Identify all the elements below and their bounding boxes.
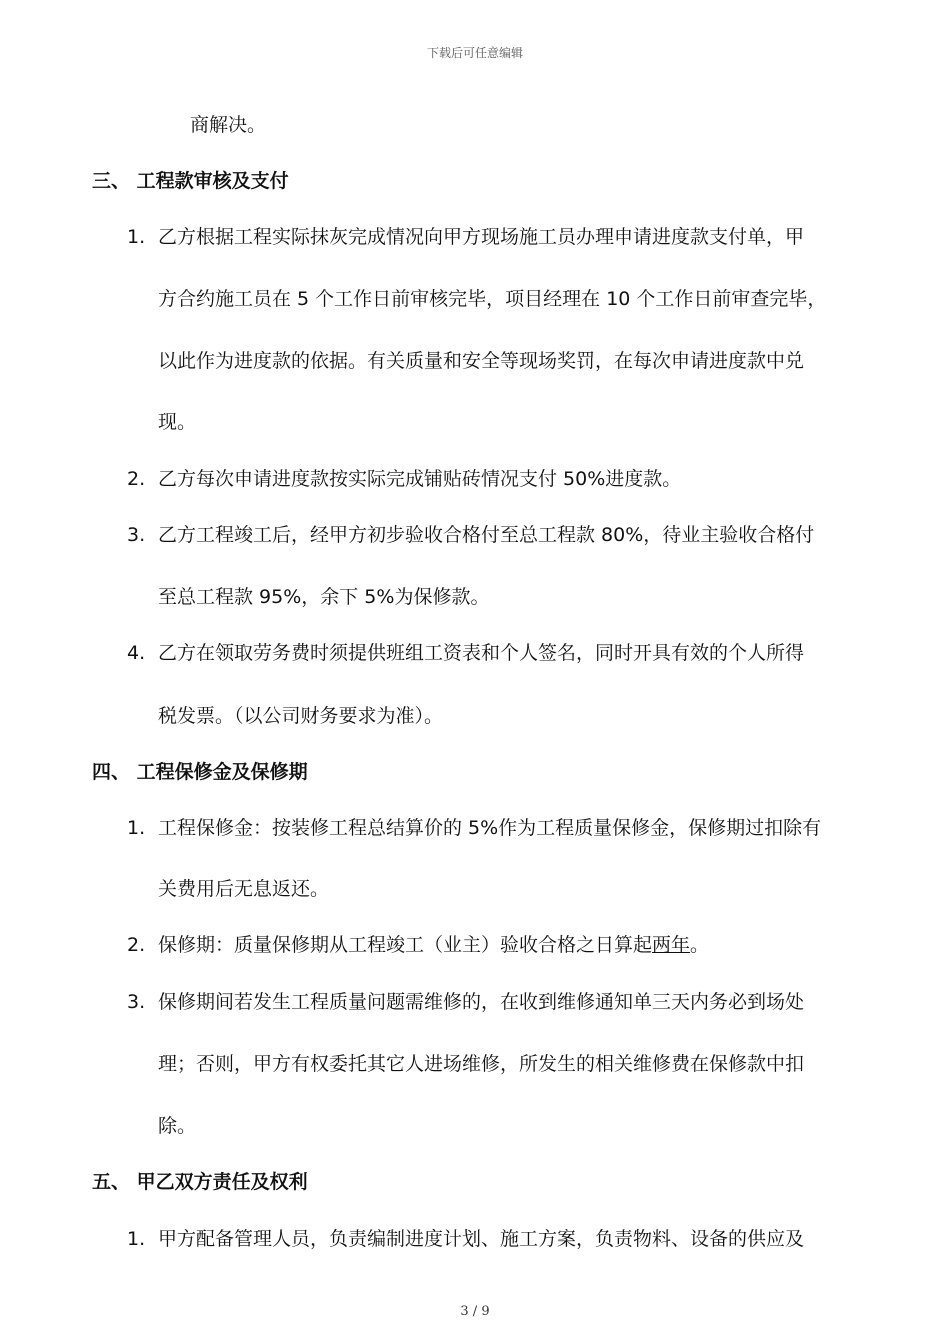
- paragraph-line: 税发票。（以公司财务要求为准）。: [158, 705, 444, 727]
- paragraph-line: 工程保修金：按装修工程总结算价的 5%作为工程质量保修金，保修期过扣除有: [158, 817, 822, 839]
- paragraph-line: 保修期间若发生工程质量问题需维修的，在收到维修通知单三天内务必到场处: [158, 991, 805, 1013]
- paragraph-line: 现。: [158, 411, 197, 433]
- item-number: 4.: [127, 642, 146, 664]
- text-segment: 保修期：质量保修期从工程竣工（业主）验收合格之日算起: [158, 934, 653, 956]
- paragraph-line: 除。: [158, 1115, 197, 1137]
- item-number: 1.: [127, 817, 146, 839]
- underlined-term: 两年: [652, 934, 691, 956]
- paragraph-line: 方合约施工员在 5 个工作日前审核完毕，项目经理在 10 个工作日前审查完毕，: [158, 288, 827, 310]
- section-4-title: 四、 工程保修金及保修期: [92, 761, 308, 783]
- paragraph-line: 关费用后无息返还。: [158, 878, 330, 900]
- paragraph-line: 至总工程款 95%，余下 5%为保修款。: [158, 586, 490, 608]
- page-header: 下载后可任意编辑: [426, 46, 523, 60]
- item-number: 2.: [127, 934, 146, 956]
- item-number: 3.: [127, 524, 146, 546]
- page-number: 3 / 9: [460, 1304, 490, 1319]
- paragraph-line: 乙方根据工程实际抹灰完成情况向甲方现场施工员办理申请进度款支付单，甲: [158, 226, 805, 248]
- continuation-text: 商解决。: [190, 114, 267, 136]
- text-segment: 。: [690, 934, 710, 956]
- section-5-title: 五、 甲乙双方责任及权利: [92, 1171, 308, 1193]
- item-number: 3.: [127, 991, 146, 1013]
- paragraph-line: [158, 933, 709, 957]
- paragraph-line: 乙方每次申请进度款按实际完成铺贴砖情况支付 50%进度款。: [158, 468, 682, 490]
- item-number: 1.: [127, 226, 146, 248]
- paragraph-line: 以此作为进度款的依据。有关质量和安全等现场奖罚，在每次申请进度款中兑: [158, 350, 805, 372]
- paragraph-line: 理；否则，甲方有权委托其它人进场维修，所发生的相关维修费在保修款中扣: [158, 1053, 805, 1075]
- item-number: 1.: [127, 1228, 146, 1250]
- item-number: 2.: [127, 468, 146, 490]
- paragraph-line: 甲方配备管理人员，负责编制进度计划、施工方案，负责物料、设备的供应及: [158, 1228, 805, 1250]
- paragraph-line: 乙方在领取劳务费时须提供班组工资表和个人签名，同时开具有效的个人所得: [158, 642, 805, 664]
- section-3-title: 三、 工程款审核及支付: [92, 170, 289, 192]
- paragraph-line: 乙方工程竣工后，经甲方初步验收合格付至总工程款 80%，待业主验收合格付: [158, 524, 815, 546]
